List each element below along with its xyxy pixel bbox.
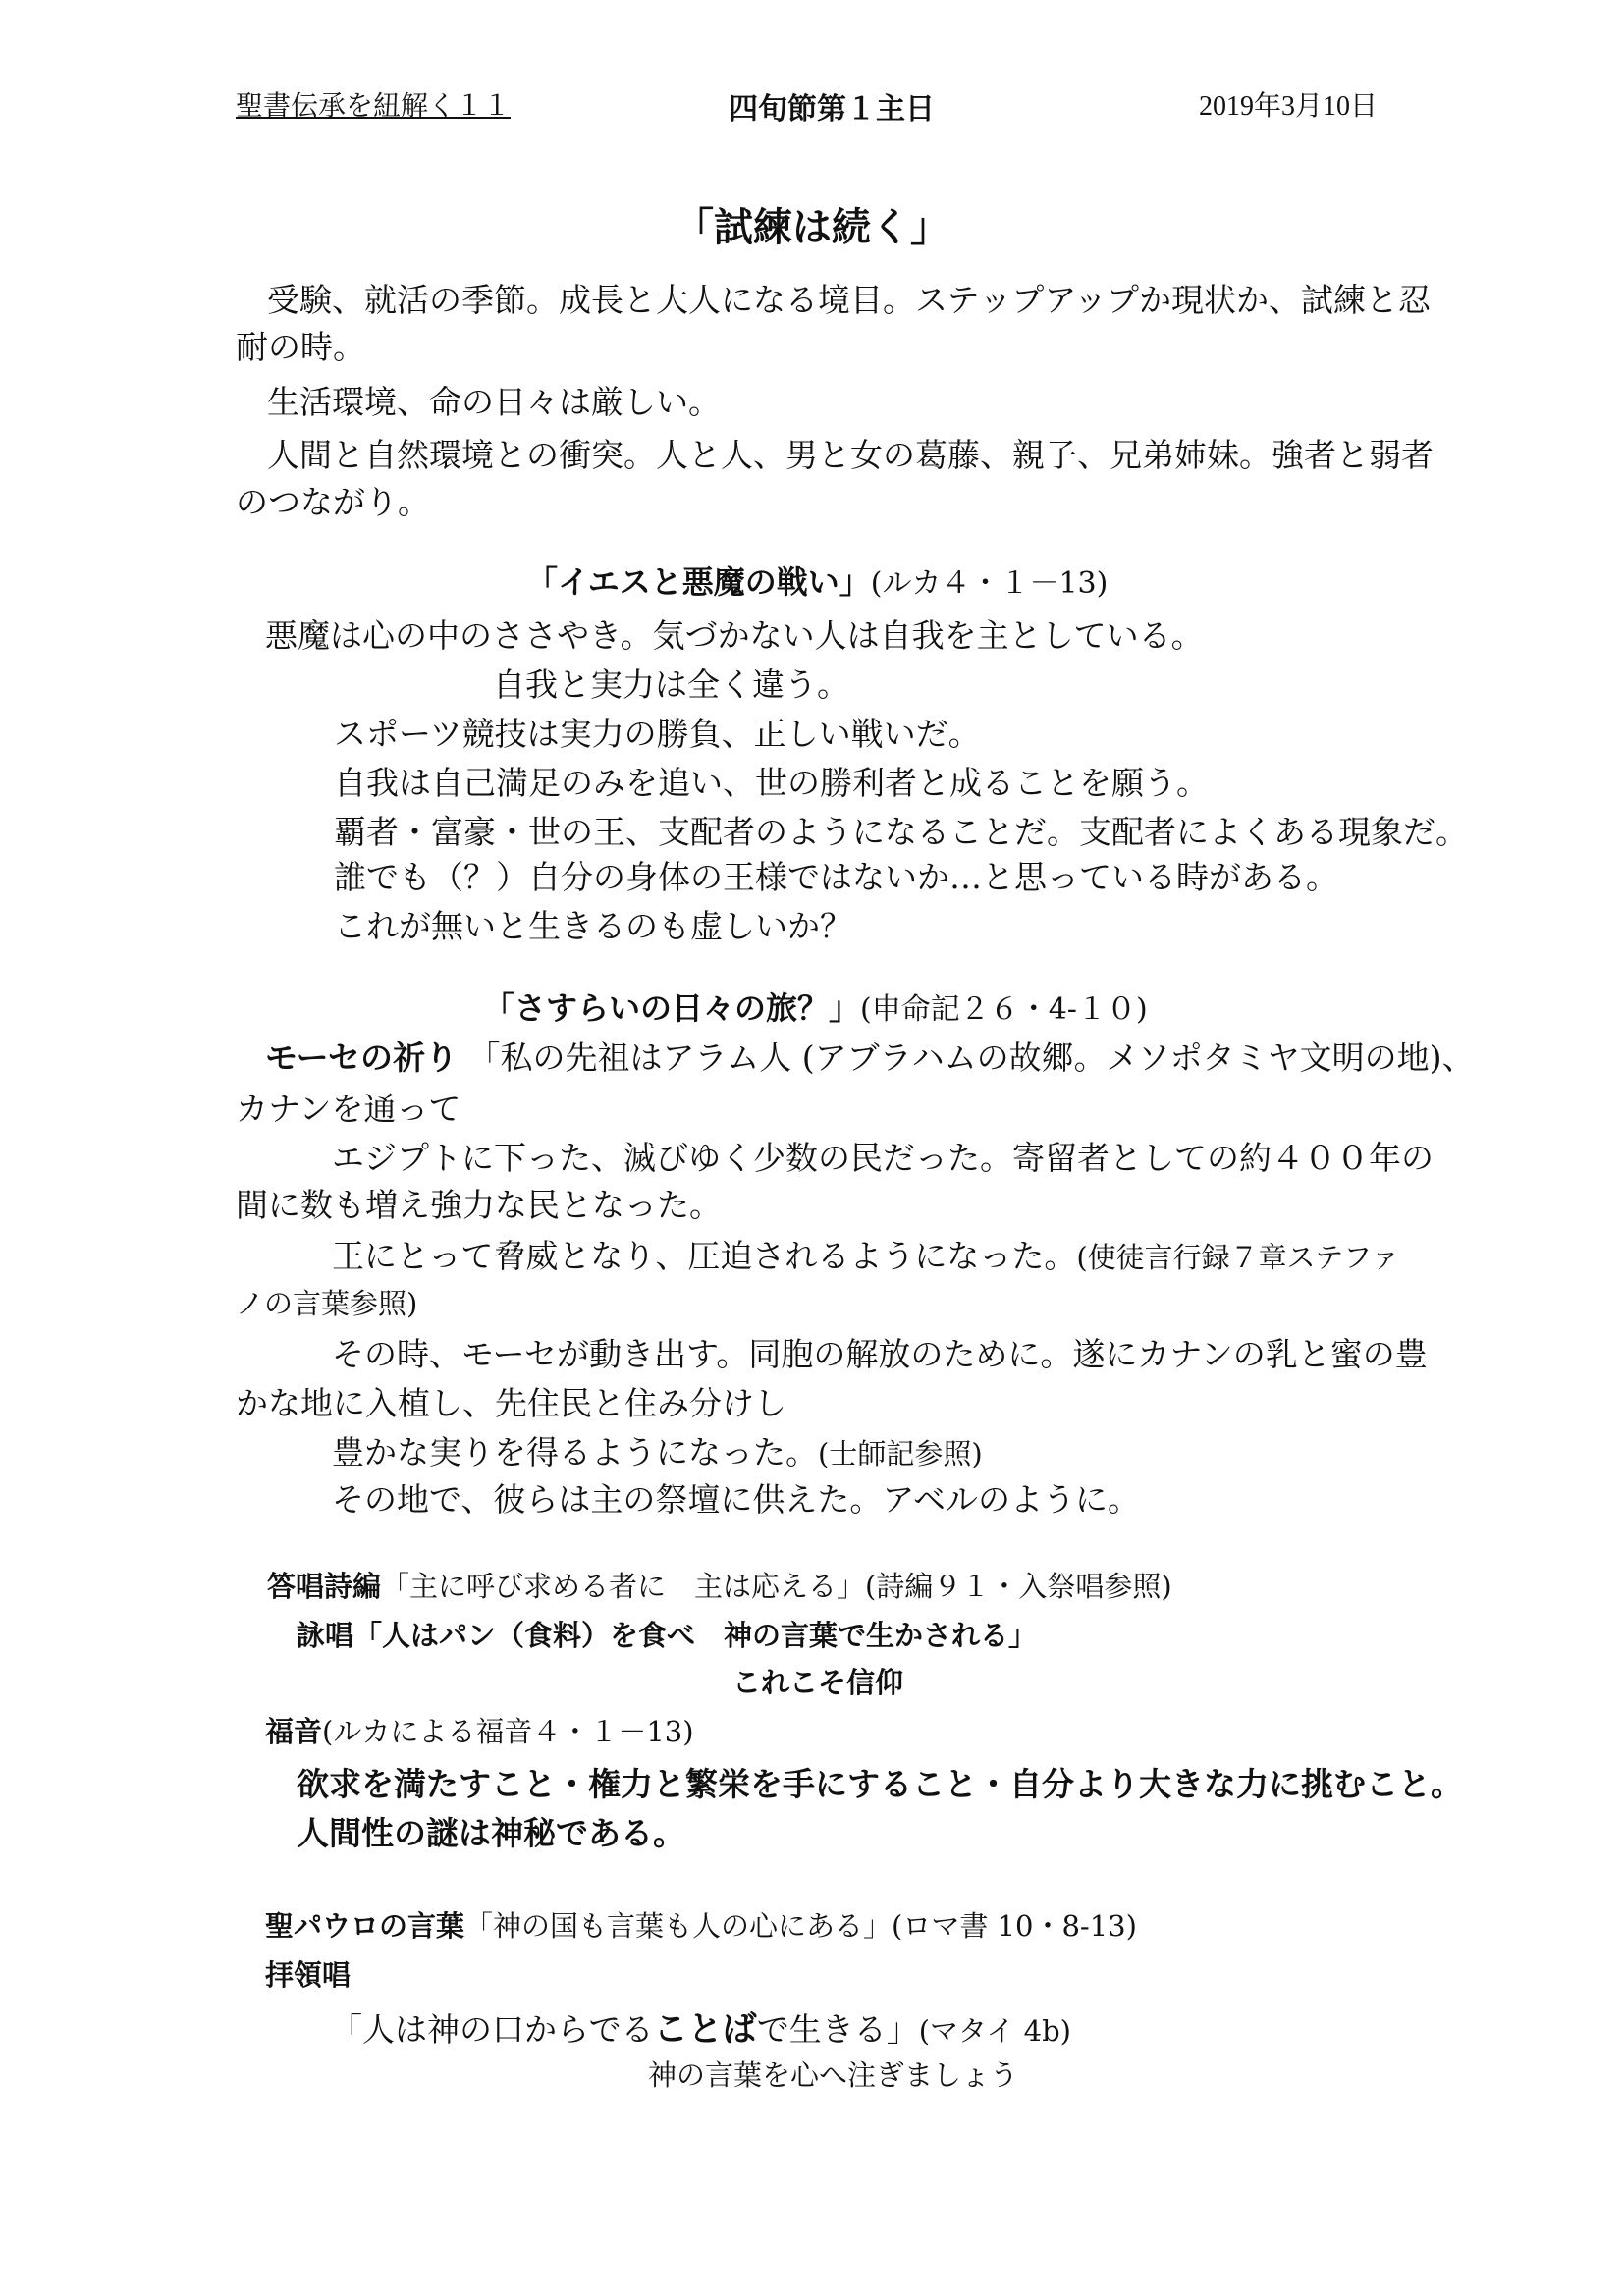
psalm-line	[267, 1565, 1172, 1605]
scripture-ref: (詩編９１・入祭唱参照)	[865, 1570, 1172, 1603]
psalm-label: 答唱詩編	[267, 1570, 382, 1603]
prayer-text: 「私の先祖はアラム人 (アブラハムの故郷。メソポタミヤ文明の地)、	[467, 1039, 1475, 1077]
closing-line: 神の言葉を心へ注ぎましょう	[648, 2058, 1019, 2092]
paul-text: 「神の国も言葉も人の心にある」	[464, 1909, 893, 1943]
body-line: これが無いと生きるのも虚しいか？	[334, 907, 852, 945]
scripture-ref: (使徒言行録７章ステファ	[1076, 1241, 1400, 1274]
gospel-text: 欲求を満たすこと・権力と繁栄を手にすること・自分より大きな力に挑むこと。	[297, 1765, 1463, 1803]
section-heading-text: 「イエスと悪魔の戦い」	[526, 563, 871, 601]
intro-line: 受験、就活の季節。成長と大人になる境目。ステップアップか現状か、試練と忍	[267, 281, 1432, 319]
section-heading	[526, 558, 1108, 603]
body-line: その時、モーセが動き出す。同胞の解放のために。遂にカナンの乳と蜜の豊	[332, 1335, 1428, 1373]
section-heading-text: 「さすらいの日々の旅？」	[483, 989, 861, 1027]
verse-line	[297, 1614, 1037, 1654]
faith-line: これこそ信仰	[732, 1666, 904, 1699]
body-line: エジプトに下った、滅びゆく少数の民だった。寄留者としての約４００年の	[332, 1139, 1434, 1177]
scripture-ref: (ロマ書 10・8-13)	[892, 1909, 1137, 1943]
scripture-ref: (ルカ４・１－13)	[870, 566, 1109, 601]
acclamation-text: で生きる」	[756, 2010, 919, 2049]
page-title: 「試練は続く」	[675, 205, 949, 250]
date: 2019年3月10日	[1199, 91, 1379, 122]
gospel-label: 福音	[265, 1715, 323, 1748]
body-line: スポーツ競技は実力の勝負、正しい戦いだ。	[334, 715, 981, 753]
scripture-ref: (マタイ 4b)	[918, 2014, 1071, 2048]
psalm-text: 「主に呼び求める者に 主は応える」	[381, 1570, 866, 1603]
verse-text: 「人はパン（食料）を食べ 神の言葉で生かされる」	[353, 1619, 1038, 1652]
acclamation-text: 「人は神の口からでる	[330, 2010, 654, 2049]
verse-label: 詠唱	[297, 1619, 354, 1652]
scripture-ref: (ルカによる福音４・１－13)	[322, 1715, 694, 1748]
body-text: 豊かな実りを得るようになった。	[332, 1433, 818, 1471]
section-heading	[483, 984, 1148, 1029]
liturgical-day: 四旬節第１主日	[729, 92, 935, 127]
scripture-ref: (申命記２６・4-１０)	[860, 992, 1148, 1027]
body-line: 悪魔は心の中のささやき。気づかない人は自我を主としている。	[265, 616, 1204, 655]
body-line: かな地に入植し、先住民と住み分けし	[236, 1384, 786, 1422]
prayer-label: モーセの祈り	[265, 1039, 459, 1077]
body-line: カナンを通って	[236, 1090, 461, 1128]
acclamation-label: 拝領唱	[265, 1958, 352, 1992]
series-title: 聖書伝承を紐解く１１	[236, 89, 512, 122]
body-line: ノの言葉参照)	[236, 1287, 418, 1320]
body-line	[332, 1231, 1400, 1277]
intro-line: 耐の時。	[236, 328, 365, 366]
body-line: 覇者・富豪・世の王、支配者のようになることだ。支配者によくある現象だ。	[334, 813, 1468, 851]
acclamation-emphasis: ことば	[653, 2010, 757, 2050]
paul-line	[265, 1904, 1137, 1945]
body-line: 間に数も増え強力な民となった。	[236, 1186, 722, 1224]
body-line: 自我は自己満足のみを追い、世の勝利者と成ることを願う。	[334, 764, 1209, 802]
intro-line: 人間と自然環境との衝突。人と人、男と女の葛藤、親子、兄弟姉妹。強者と弱者	[267, 436, 1434, 474]
gospel-line	[265, 1710, 694, 1750]
paul-label: 聖パウロの言葉	[265, 1909, 465, 1943]
body-line: 自我と実力は全く違う。	[493, 666, 849, 704]
intro-line: 生活環境、命の日々は厳しい。	[267, 383, 721, 421]
body-line: その地で、彼らは主の祭壇に供えた。アベルのように。	[332, 1480, 1141, 1519]
acclamation-line	[330, 2002, 1071, 2052]
intro-line: のつながり。	[236, 483, 430, 521]
body-text: 王にとって脅威となり、圧迫されるようになった。	[332, 1237, 1077, 1275]
body-line: 誰でも（？）自分の身体の王様ではないか…と思っている時がある。	[334, 858, 1338, 896]
gospel-text: 人間性の謎は神秘である。	[297, 1814, 685, 1852]
prayer-line	[265, 1033, 1474, 1079]
scripture-ref: (士師記参照)	[818, 1437, 983, 1470]
body-line	[332, 1427, 983, 1473]
